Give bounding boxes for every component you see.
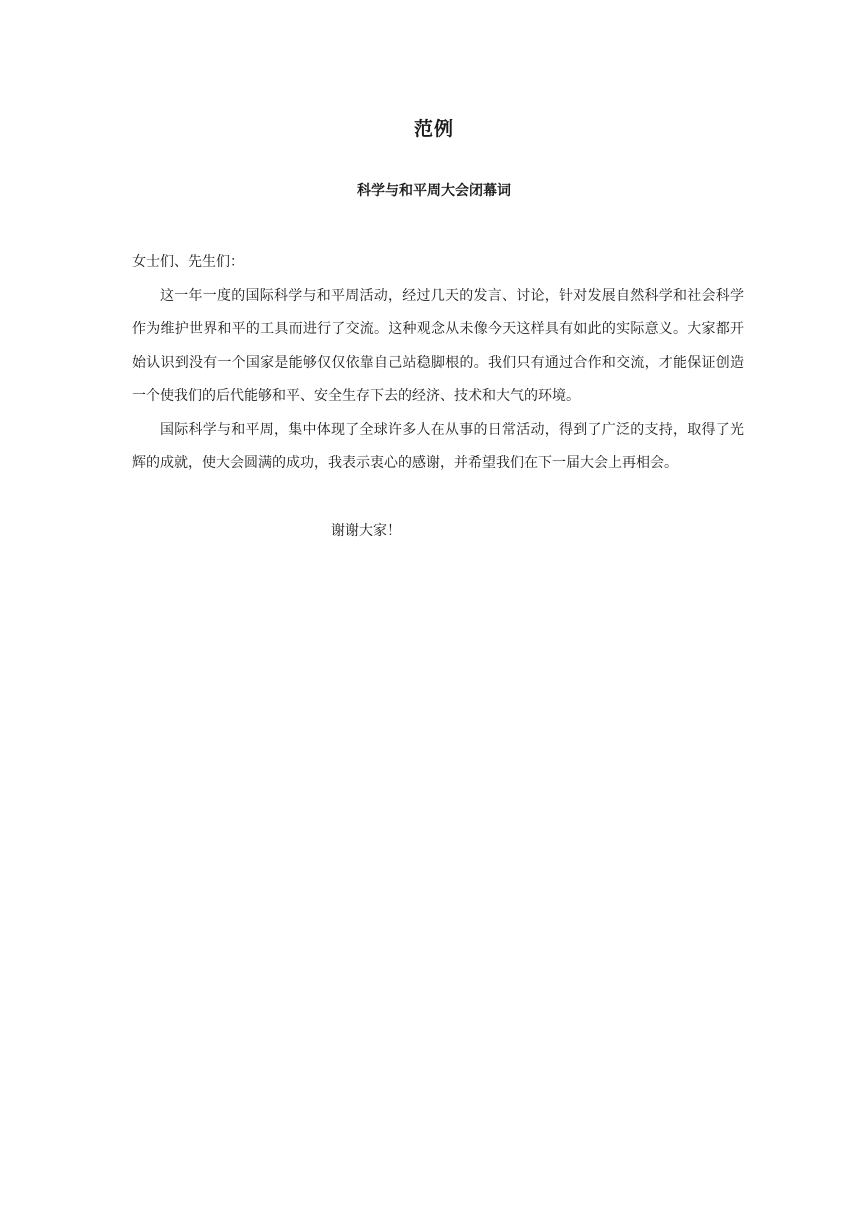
- speech-title: 科学与和平周大会闭幕词: [357, 183, 511, 199]
- page-title: 范例: [413, 118, 454, 140]
- paragraph-1: 这一年一度的国际科学与和平周活动，经过几天的发言、讨论，针对发展自然科学和社会科学作为维护世界和平的工具而进行了交流。这种观念从未像今天这样具有如此的实际意义。大家都开始认识到没有一个国家是能够仅仅依靠自己站稳脚根的。我们只有通过合作和交流，才能保证创造一个使我们的后代能够和平、安全生存下去的经济、技术和大气的环境。: [132, 287, 744, 404]
- paragraph-2: 国际科学与和平周，集中体现了全球许多人在从事的日常活动，得到了广泛的支持，取得了光辉的成就，使大会圆满的成功，我表示衷心的感谢，并希望我们在下一届大会上再相会。: [132, 421, 744, 471]
- closing-thanks: 谢谢大家！: [331, 523, 401, 539]
- salutation: 女士们、先生们：: [132, 254, 244, 270]
- speech-body: [132, 246, 744, 481]
